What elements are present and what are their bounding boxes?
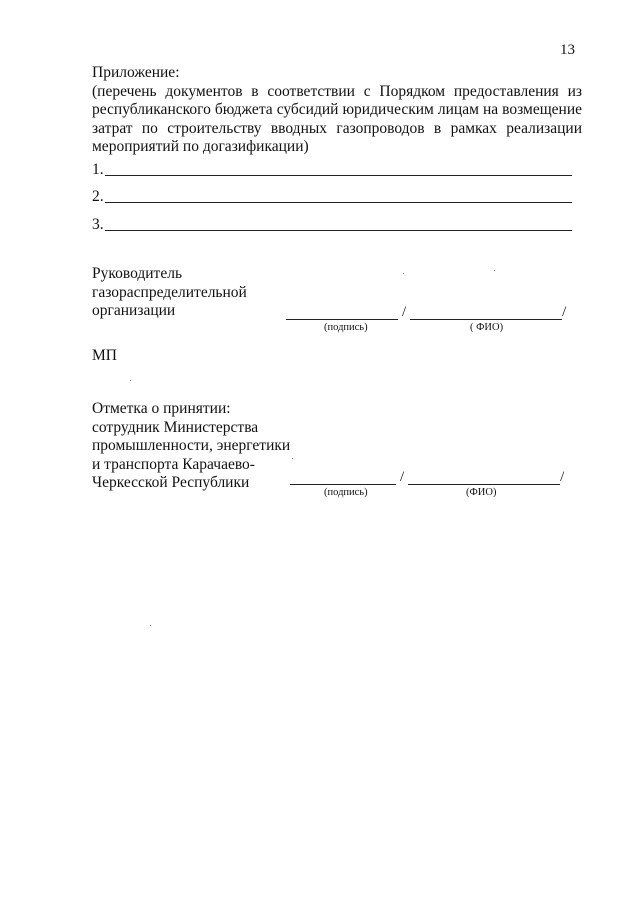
document-line-blank [105,175,572,176]
acceptance-name-blank [408,468,560,485]
acceptance-signature-blank [290,468,396,485]
head-label-line: газораспределительной [92,283,247,301]
document-line-2 [92,187,572,205]
head-signature-caption: (подпись) [324,322,368,333]
appendix-block [92,64,582,157]
head-name-blank [410,303,562,320]
acceptance-label-line: промышленности, энергетики [92,437,291,454]
document-line-3 [92,215,572,233]
document-line-blank [105,230,572,231]
acceptance-slash-open: / [400,469,405,485]
scan-speck [494,270,495,271]
document-line-number: 2. [92,188,104,205]
head-label-line: организации [92,302,176,319]
scan-speck [150,625,151,626]
head-slash-close: / [562,304,567,320]
document-line-blank [105,202,572,203]
acceptance-name-caption: (ФИО) [466,487,497,498]
appendix-description: (перечень документов в соответствии с Порядком предоставления из республиканского бюджета субсидий юридическим лицам на возмещение затрат по строительству вводных газопроводов в рамках реализации мероприятий по догазификации) [92,82,582,155]
stamp-mark: МП [92,347,117,364]
acceptance-signature-caption: (подпись) [324,487,368,498]
document-line-number: 3. [92,216,104,233]
head-label [92,265,247,321]
head-signature-row [286,303,570,320]
acceptance-label-line: Черкесской Республики [92,474,250,491]
appendix-heading: Приложение: [92,64,180,81]
head-name-caption: ( ФИО) [470,322,504,333]
head-label-line: Руководитель [92,265,183,282]
head-slash-open: / [402,304,407,320]
acceptance-label-line: Отметка о принятии: [92,400,231,417]
acceptance-signature-row [290,468,568,485]
acceptance-label-line: сотрудник Министерства [92,418,259,436]
document-line-number: 1. [92,161,104,178]
page-number: 13 [560,42,575,58]
acceptance-label [92,400,290,493]
head-signature-blank [286,303,398,320]
document-line-1 [92,160,572,178]
scan-speck [130,380,131,381]
acceptance-label-line: и транспорта Карачаево- [92,455,255,473]
acceptance-slash-close: / [560,469,565,485]
scan-speck [292,458,293,459]
scan-speck [403,273,404,274]
